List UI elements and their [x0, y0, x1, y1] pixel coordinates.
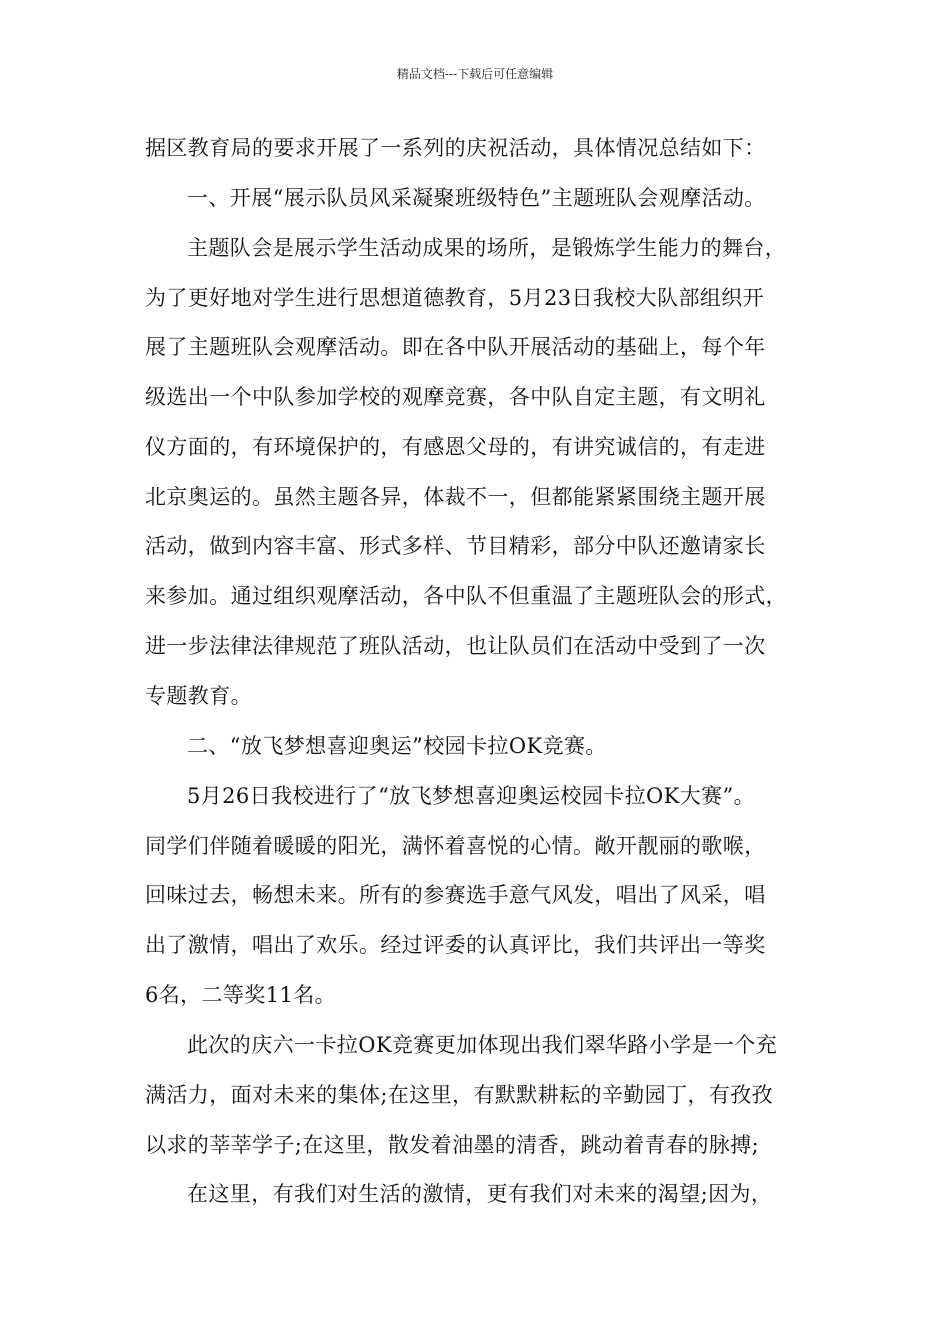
section-heading: 二、“放飞梦想喜迎奥运”校园卡拉OK竞赛。: [187, 734, 607, 758]
text-line: 6名，二等奖11名。: [145, 983, 337, 1007]
text-line: 仪方面的，有环境保护的，有感恩父母的，有讲究诚信的，有走进: [145, 435, 766, 459]
text-line: 级选出一个中队参加学校的观摩竞赛，各中队自定主题，有文明礼: [145, 385, 766, 409]
text-line: 此次的庆六一卡拉OK竞赛更加体现出我们翠华路小学是一个充: [187, 1033, 778, 1057]
text-line: 来参加。通过组织观摩活动，各中队不但重温了主题班队会的形式，: [145, 584, 787, 608]
text-line: 回味过去，畅想未来。所有的参赛选手意气风发，唱出了风采，唱: [145, 883, 766, 907]
text-line: 进一步法律法律规范了班队活动，也让队员们在活动中受到了一次: [145, 634, 766, 658]
text-line: 展了主题班队会观摩活动。即在各中队开展活动的基础上，每个年: [145, 335, 766, 359]
text-line: 专题教育。: [145, 684, 252, 708]
text-line: 据区教育局的要求开展了一系列的庆祝活动，具体情况总结如下：: [145, 136, 766, 160]
text-line: 同学们伴随着暖暖的阳光，满怀着喜悦的心情。敞开靓丽的歌喉，: [145, 834, 766, 858]
text-line: 为了更好地对学生进行思想道德教育，5月23日我校大队部组织开: [145, 286, 765, 310]
section-heading: 一、开展“展示队员风采凝聚班级特色”主题班队会观摩活动。: [187, 186, 766, 210]
text-line: 满活力，面对未来的集体;在这里，有默默耕耘的辛勤园丁，有孜孜: [145, 1083, 774, 1107]
text-line: 5月26日我校进行了“放飞梦想喜迎奥运校园卡拉OK大赛”。: [187, 784, 756, 808]
text-line: 北京奥运的。虽然主题各异，体裁不一，但都能紧紧围绕主题开展: [145, 485, 766, 509]
text-line: 以求的莘莘学子;在这里，散发着油墨的清香，跳动着青春的脉搏;: [145, 1133, 760, 1157]
text-line: 在这里，有我们对生活的激情，更有我们对未来的渴望;因为，: [187, 1182, 773, 1206]
text-line: 活动，做到内容丰富、形式多样、节目精彩，部分中队还邀请家长: [145, 534, 766, 558]
text-line: 主题队会是展示学生活动成果的场所，是锻炼学生能力的舞台，: [187, 236, 787, 260]
page-header: 精品文档---下载后可任意编辑: [396, 67, 554, 81]
text-line: 出了激情，唱出了欢乐。经过评委的认真评比，我们共评出一等奖: [145, 933, 766, 957]
